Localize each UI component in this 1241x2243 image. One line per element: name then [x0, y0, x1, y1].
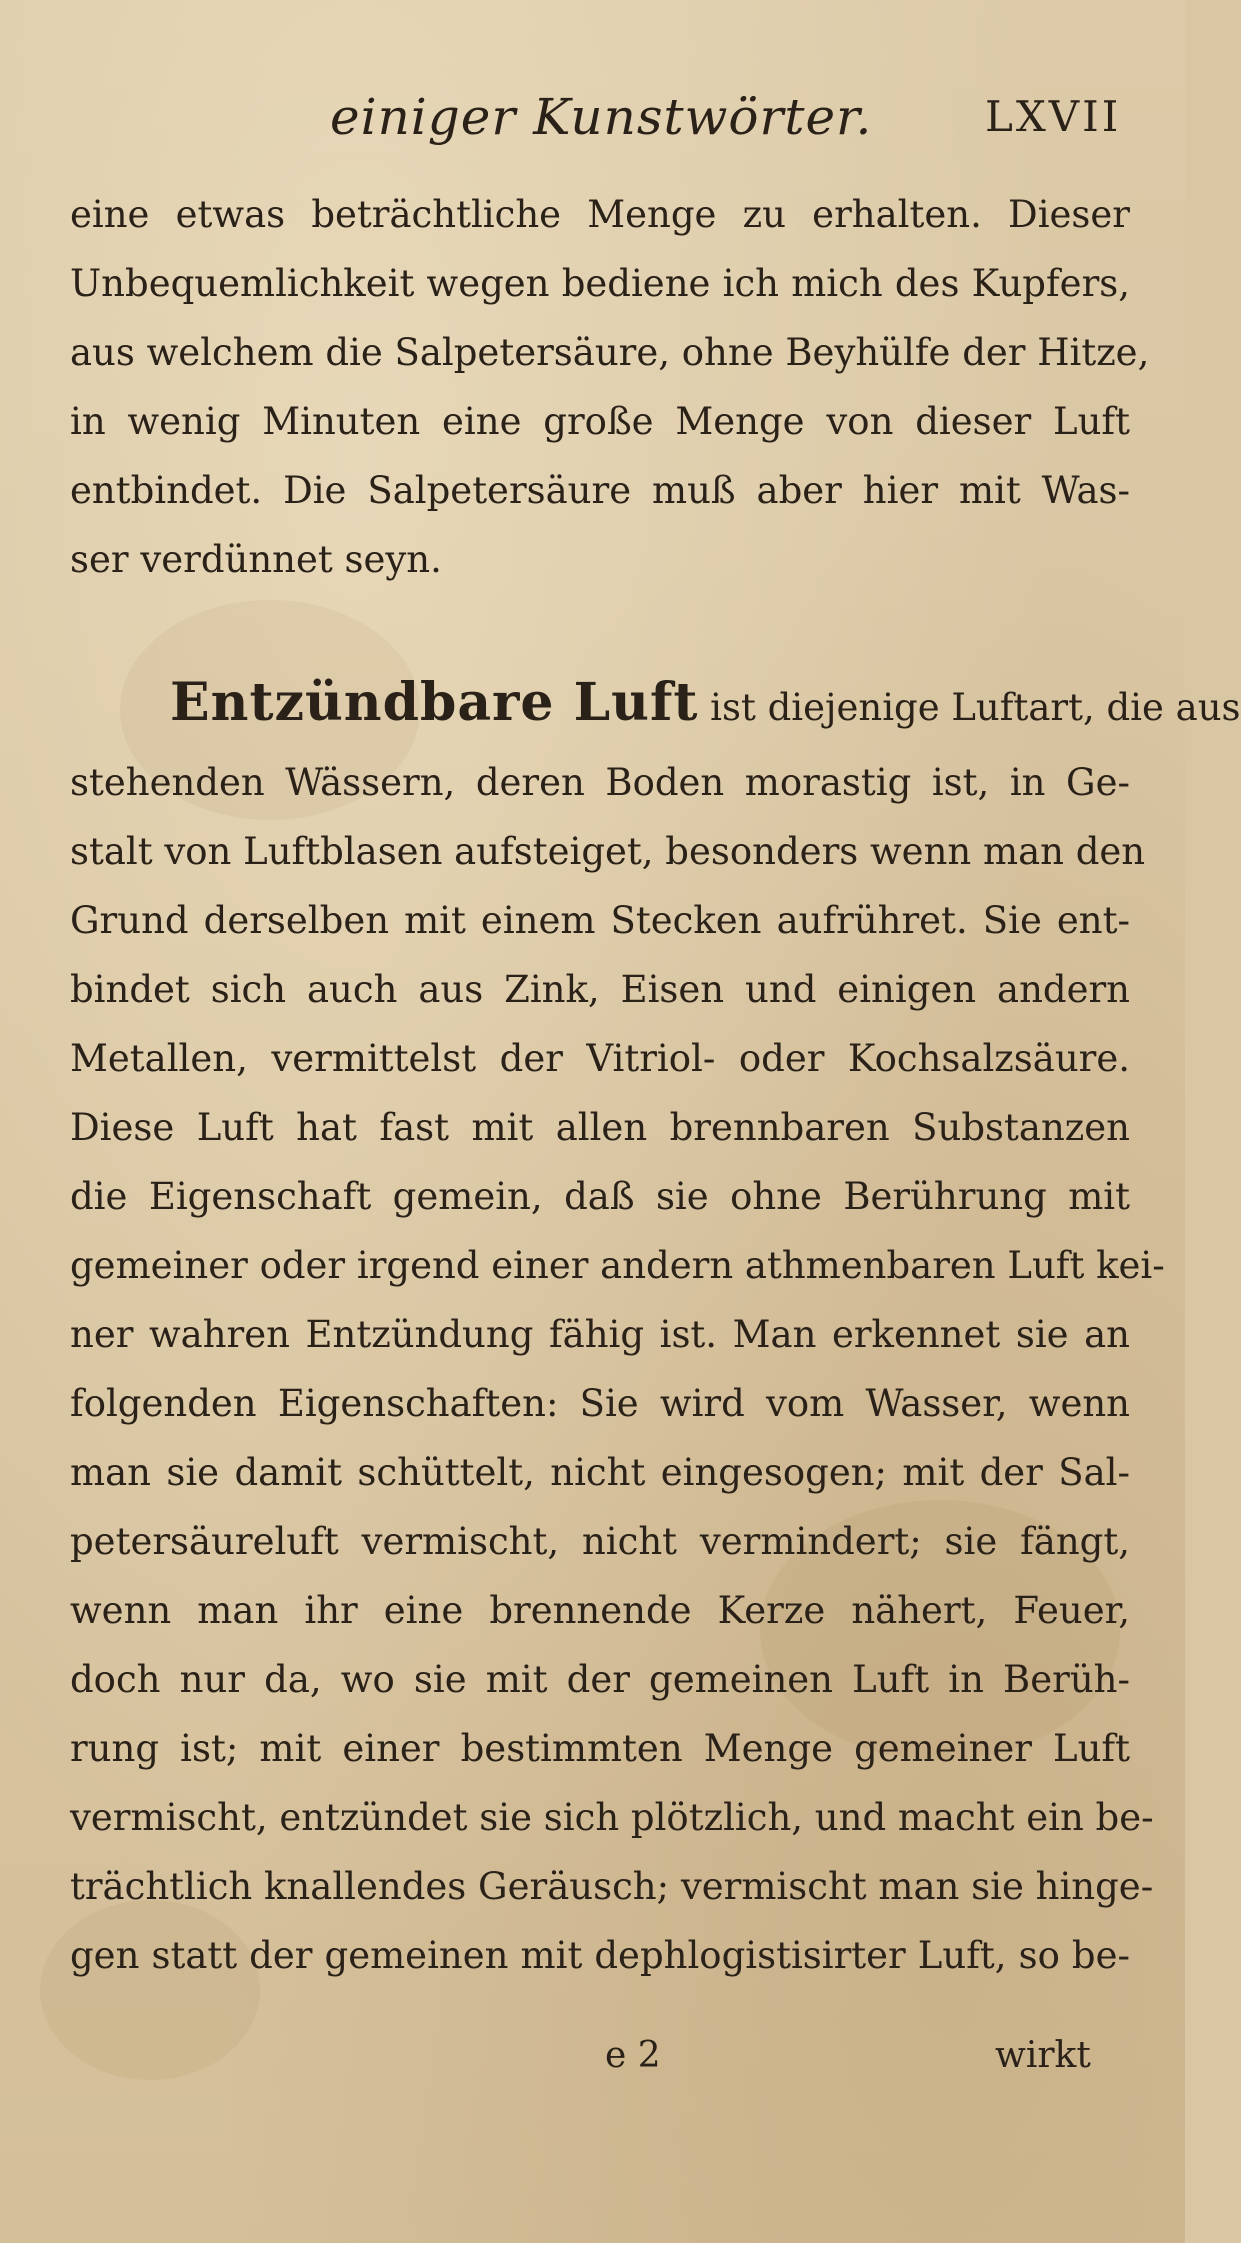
- text-line: gemeiner oder irgend einer andern athmenbaren Luft kei-: [70, 1244, 1165, 1287]
- page-header: [0, 88, 1185, 158]
- signature-mark: e 2: [605, 2035, 661, 2076]
- text-line: stalt von Luftblasen aufsteiget, besonders wenn man den: [70, 830, 1146, 873]
- text-line: Grund derselben mit einem Stecken aufrühret. Sie ent-: [70, 899, 1130, 942]
- text-line: folgenden Eigenschaften: Sie wird vom Wasser, wenn: [70, 1382, 1130, 1425]
- text-line: gen statt der gemeinen mit dephlogistisirter Luft, so be-: [70, 1934, 1130, 1977]
- text-line: petersäureluft vermischt, nicht vermindert; sie fängt,: [70, 1520, 1130, 1563]
- text-line: vermischt, entzündet sie sich plötzlich, und macht ein be-: [70, 1796, 1154, 1839]
- text-line: doch nur da, wo sie mit der gemeinen Luft in Berüh-: [70, 1658, 1130, 1701]
- text-line: man sie damit schüttelt, nicht eingesogen; mit der Sal-: [70, 1451, 1130, 1494]
- page-footer: [0, 2035, 1185, 2105]
- paragraph-continued: [70, 180, 1150, 594]
- text-line: trächtlich knallendes Geräusch; vermischt man sie hinge-: [70, 1865, 1154, 1908]
- text-line: aus welchem die Salpetersäure, ohne Beyhülfe der Hitze,: [70, 331, 1150, 374]
- text-line: in wenig Minuten eine große Menge von dieser Luft: [70, 400, 1130, 443]
- catchword: wirkt: [995, 2035, 1091, 2076]
- text-line: bindet sich auch aus Zink, Eisen und einigen andern: [70, 968, 1130, 1011]
- definition-paragraph: [70, 658, 1241, 1990]
- first-line-text: ist diejenige Luftart, die aus: [710, 686, 1241, 729]
- text-line-first: [70, 658, 1241, 748]
- definition-term: Entzündbare Luft: [170, 672, 699, 733]
- text-line: ner wahren Entzündung fähig ist. Man erkennet sie an: [70, 1313, 1130, 1356]
- text-line: wenn man ihr eine brennende Kerze nähert, Feuer,: [70, 1589, 1130, 1632]
- text-line: Unbequemlichkeit wegen bediene ich mich des Kupfers,: [70, 262, 1130, 305]
- running-head: einiger Kunstwörter.: [330, 88, 873, 146]
- text-line: Diese Luft hat fast mit allen brennbaren Substanzen: [70, 1106, 1130, 1149]
- page-number: LXVII: [985, 92, 1122, 141]
- text-line: eine etwas beträchtliche Menge zu erhalten. Dieser: [70, 193, 1130, 236]
- text-line: ser verdünnet seyn.: [70, 538, 442, 581]
- text-line: stehenden Wässern, deren Boden morastig ist, in Ge-: [70, 761, 1130, 804]
- text-line: die Eigenschaft gemein, daß sie ohne Berührung mit: [70, 1175, 1130, 1218]
- text-line: entbindet. Die Salpetersäure muß aber hier mit Was-: [70, 469, 1130, 512]
- text-line: Metallen, vermittelst der Vitriol- oder Kochsalzsäure.: [70, 1037, 1130, 1080]
- text-line: rung ist; mit einer bestimmten Menge gemeiner Luft: [70, 1727, 1130, 1770]
